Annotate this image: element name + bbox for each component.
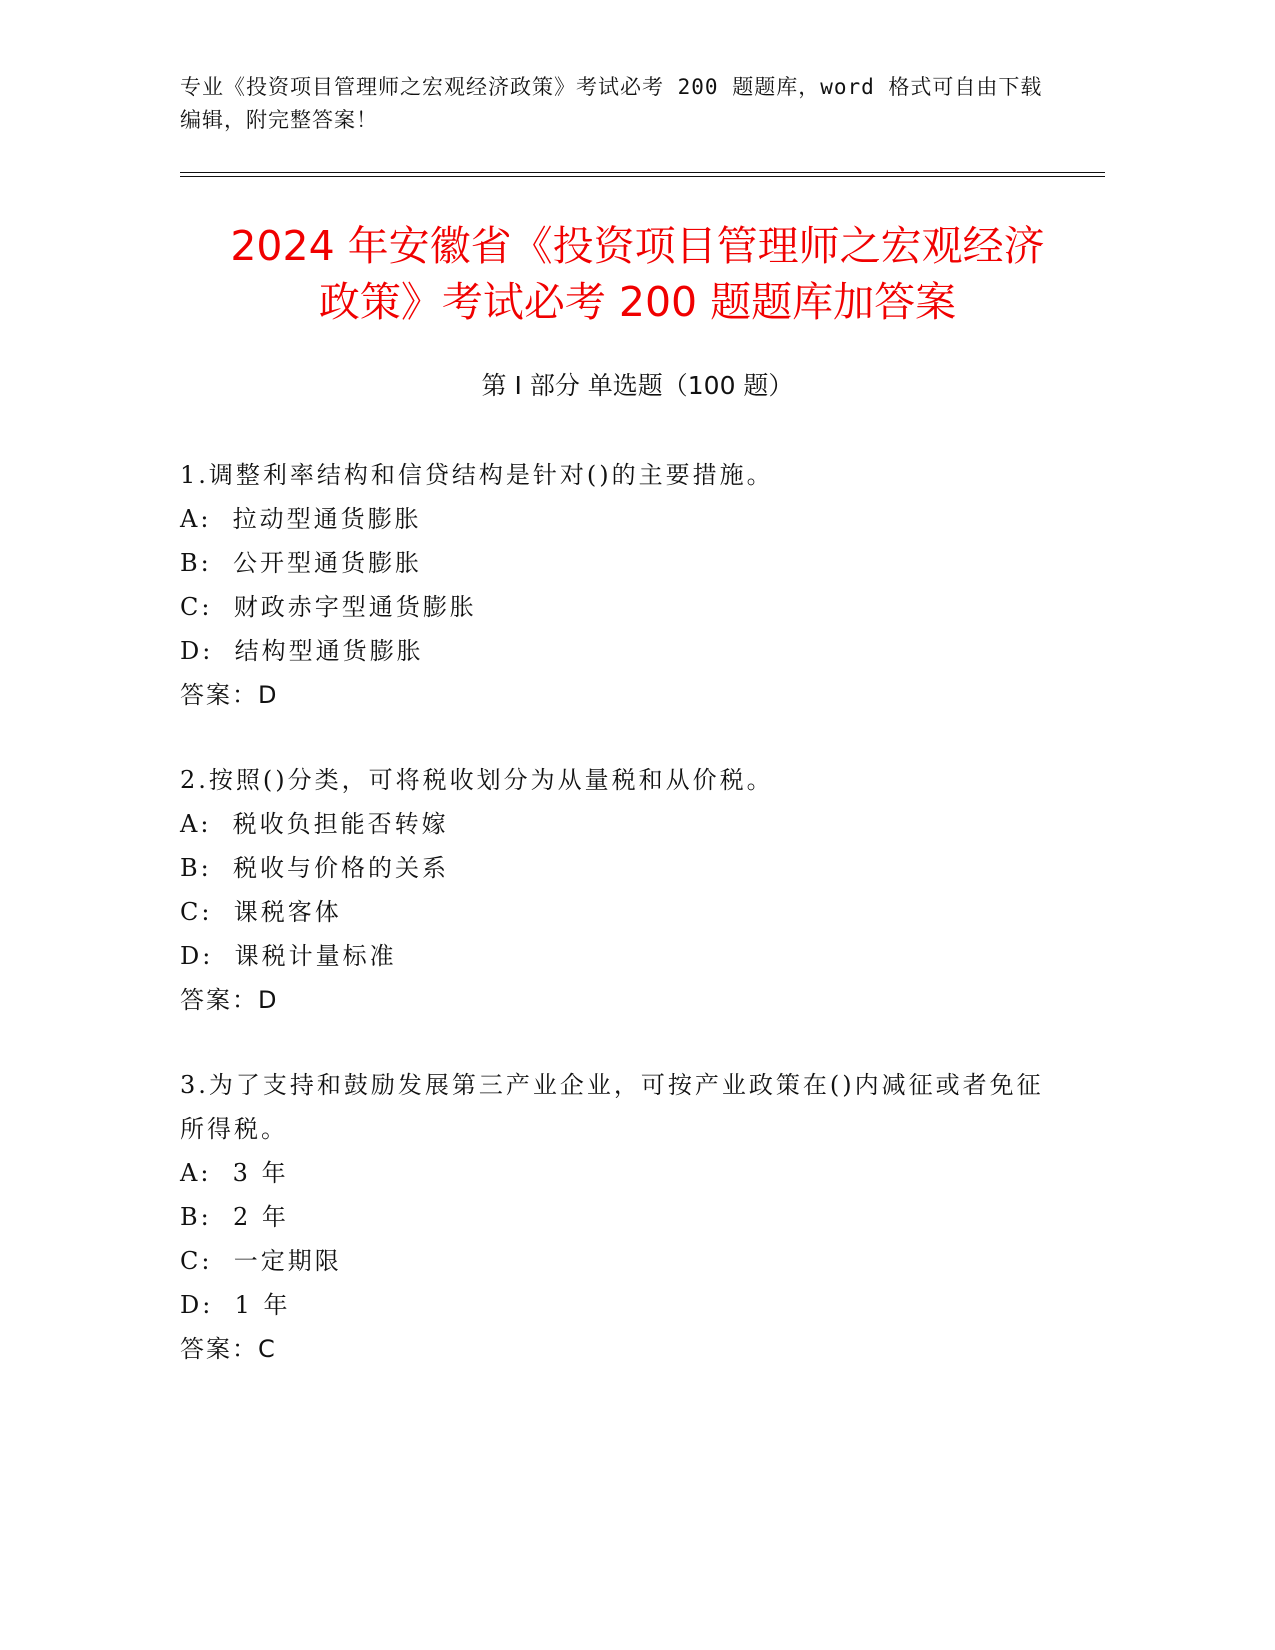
- option-c: C: 一定期限: [180, 1247, 342, 1275]
- header-divider-thin: [180, 176, 1105, 177]
- option-a: A: 拉动型通货膨胀: [180, 505, 422, 533]
- question-stem: 3.为了支持和鼓励发展第三产业企业，可按产业政策在()内减征或者免征所得税。: [180, 1071, 1044, 1143]
- option-c: C: 课税客体: [180, 898, 342, 926]
- option-d: D: 1 年: [180, 1291, 291, 1319]
- header-divider-thick: [180, 172, 1105, 173]
- option-c: C: 财政赤字型通货膨胀: [180, 593, 477, 621]
- answer-line: 答案：D: [180, 986, 279, 1014]
- document-title-line-1: 2024 年安徽省《投资项目管理师之宏观经济: [230, 222, 1045, 270]
- option-b: B: 税收与价格的关系: [180, 854, 449, 882]
- option-a: A: 3 年: [180, 1159, 289, 1187]
- header-note: 专业《投资项目管理师之宏观经济政策》考试必考 200 题题库，word 格式可自由下载编辑，附完整答案！: [180, 75, 1043, 132]
- option-b: B: 2 年: [180, 1203, 289, 1231]
- question-stem: 2.按照()分类，可将税收划分为从量税和从价税。: [180, 766, 774, 794]
- option-a: A: 税收负担能否转嫁: [180, 810, 449, 838]
- question-3: [180, 1063, 1060, 1371]
- answer-line: 答案：D: [180, 681, 279, 709]
- question-stem: 1.调整利率结构和信贷结构是针对()的主要措施。: [180, 461, 774, 489]
- option-b: B: 公开型通货膨胀: [180, 549, 422, 577]
- document-title-line-2: 政策》考试必考 200 题题库加答案: [318, 278, 957, 326]
- question-1: [180, 453, 1060, 717]
- section-title: 第 I 部分 单选题（100 题）: [481, 371, 794, 400]
- question-2: [180, 758, 1060, 1022]
- option-d: D: 课税计量标准: [180, 942, 397, 970]
- answer-line: 答案：C: [180, 1335, 277, 1363]
- document-title: [150, 218, 1125, 330]
- option-d: D: 结构型通货膨胀: [180, 637, 424, 665]
